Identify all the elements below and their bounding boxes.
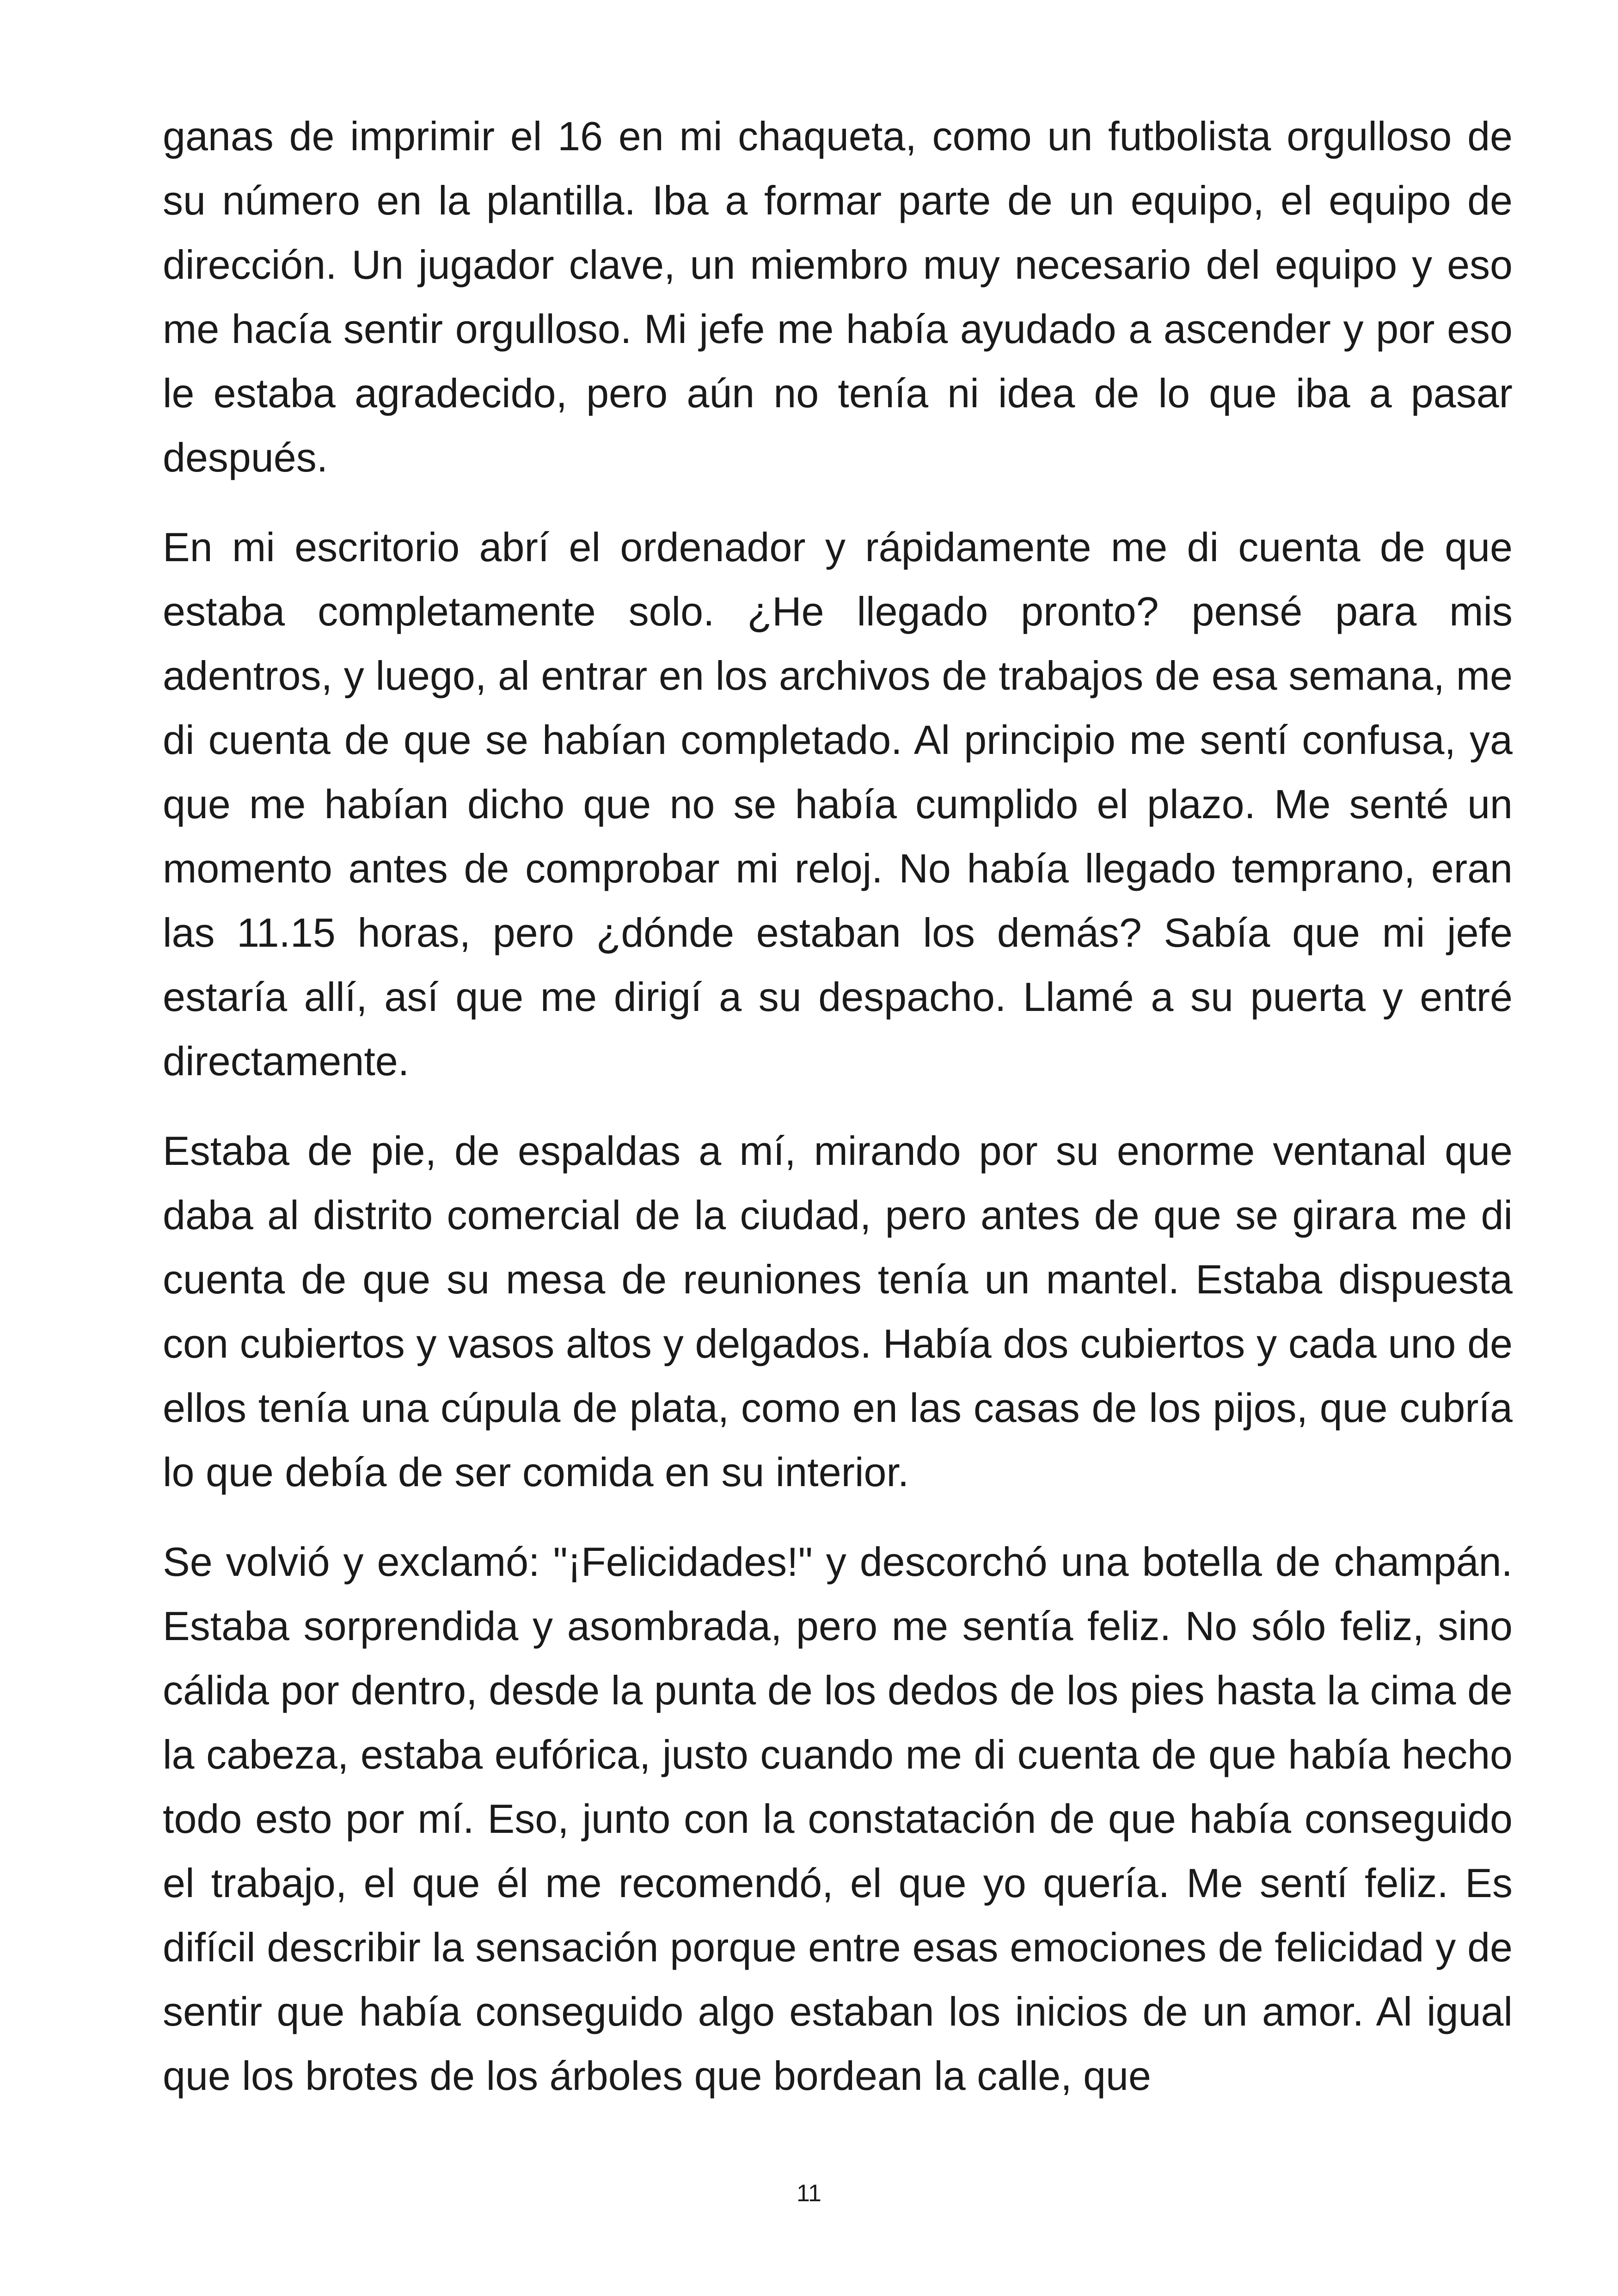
page-number: 11 <box>797 2180 821 2207</box>
paragraph-4: Se volvió y exclamó: "¡Felicidades!" y descorchó una botella de champán. Estaba sorprendida y asombrada, pero me sentía feliz. No sólo feliz, sino cálida por dentro, desde la punta de los dedos de los pies hasta la cima de la cabeza, estaba eufórica, justo cuando me di cuenta de que había hecho todo esto por mí. Eso, junto con la constatación de que había conseguido el trabajo, el que él me recomendó, el que yo quería. Me sentí feliz. Es difícil describir la sensación porque entre esas emociones de felicidad y de sentir que había conseguido algo estaban los inicios de un amor. Al igual que los brotes de los árboles que bordean la calle, que <box>163 1539 1513 2099</box>
paragraph-1: ganas de imprimir el 16 en mi chaqueta, como un futbolista orgulloso de su número en la plantilla. Iba a formar parte de un equipo, el equipo de dirección. Un jugador clave, un miembro muy necesario del equipo y eso me hacía sentir orgulloso. Mi jefe me había ayudado a ascender y por eso le estaba agradecido, pero aún no tenía ni idea de lo que iba a pasar después. <box>163 113 1513 480</box>
paragraph-3: Estaba de pie, de espaldas a mí, mirando por su enorme ventanal que daba al distrito comercial de la ciudad, pero antes de que se girara me di cuenta de que su mesa de reuniones tenía un mantel. Estaba dispuesta con cubiertos y vasos altos y delgados. Había dos cubiertos y cada uno de ellos tenía una cúpula de plata, como en las casas de los pijos, que cubría lo que debía de ser comida en su interior. <box>163 1128 1513 1495</box>
paragraph-2: En mi escritorio abrí el ordenador y rápidamente me di cuenta de que estaba completamente solo. ¿He llegado pronto? pensé para mis adentros, y luego, al entrar en los archivos de trabajos de esa semana, me di cuenta de que se habían completado. Al principio me sentí confusa, ya que me habían dicho que no se había cumplido el plazo. Me senté un momento antes de comprobar mi reloj. No había llegado temprano, eran las 11.15 horas, pero ¿dónde estaban los demás? Sabía que mi jefe estaría allí, así que me dirigí a su despacho. Llamé a su puerta y entré directamente. <box>163 524 1513 1084</box>
body-text <box>163 104 1513 2133</box>
